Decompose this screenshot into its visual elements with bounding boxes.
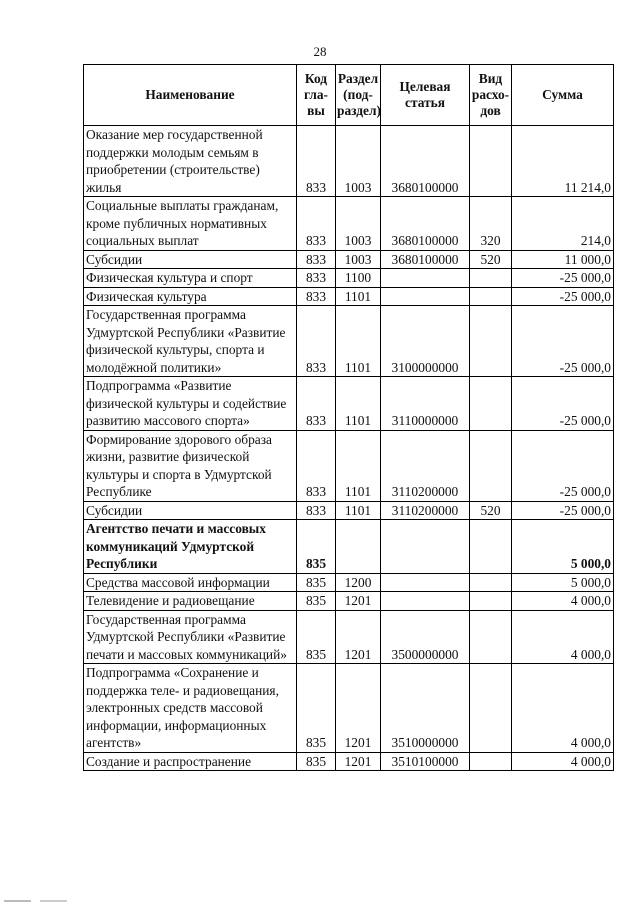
row-type-cell [470, 664, 512, 753]
row-section-cell: 1003 [336, 197, 381, 251]
row-sum-cell: 4 000,0 [512, 752, 614, 771]
row-article-cell: 3680100000 [381, 126, 470, 197]
row-sum-cell: -25 000,0 [512, 430, 614, 501]
row-sum-cell: -25 000,0 [512, 377, 614, 431]
row-section-cell: 1201 [336, 752, 381, 771]
table-row [84, 573, 614, 592]
budget-table [83, 64, 614, 771]
row-section-cell: 1101 [336, 377, 381, 431]
row-section-cell: 1200 [336, 573, 381, 592]
row-code-cell: 833 [297, 287, 336, 306]
row-sum-cell: 11 000,0 [512, 250, 614, 269]
row-sum-cell: 4 000,0 [512, 664, 614, 753]
row-sum-cell: 5 000,0 [512, 573, 614, 592]
row-article-cell [381, 287, 470, 306]
row-sum-cell: -25 000,0 [512, 306, 614, 377]
row-type-cell [470, 752, 512, 771]
row-article-cell: 3510100000 [381, 752, 470, 771]
row-section-cell: 1201 [336, 592, 381, 611]
row-section-cell: 1201 [336, 664, 381, 753]
row-article-cell [381, 269, 470, 288]
row-article-cell [381, 592, 470, 611]
row-article-cell: 3500000000 [381, 610, 470, 664]
row-code-cell: 835 [297, 752, 336, 771]
row-name-cell: Формирование здорового образа жизни, развитие физической культуры и спорта в Удмуртской Республике [84, 430, 297, 501]
row-section-cell: 1003 [336, 250, 381, 269]
table-row [84, 269, 614, 288]
table-row [84, 250, 614, 269]
row-sum-cell: 4 000,0 [512, 610, 614, 664]
row-type-cell [470, 592, 512, 611]
row-type-cell: 320 [470, 197, 512, 251]
row-code-cell: 835 [297, 592, 336, 611]
header-article: Целевая статья [381, 65, 470, 126]
row-code-cell: 833 [297, 430, 336, 501]
row-sum-cell: 11 214,0 [512, 126, 614, 197]
row-sum-cell: -25 000,0 [512, 287, 614, 306]
row-section-cell: 1100 [336, 269, 381, 288]
row-article-cell [381, 573, 470, 592]
row-sum-cell: -25 000,0 [512, 269, 614, 288]
row-name-cell: Субсидии [84, 250, 297, 269]
row-type-cell [470, 269, 512, 288]
row-article-cell: 3680100000 [381, 250, 470, 269]
row-type-cell [470, 377, 512, 431]
row-article-cell: 3680100000 [381, 197, 470, 251]
scan-artifact [4, 900, 94, 902]
row-type-cell [470, 430, 512, 501]
row-name-cell: Агентство печати и массовых коммуникаций Удмуртской Республики [84, 520, 297, 574]
row-name-cell: Физическая культура и спорт [84, 269, 297, 288]
row-section-cell: 1201 [336, 610, 381, 664]
row-article-cell [381, 520, 470, 574]
row-section-cell: 1101 [336, 287, 381, 306]
row-type-cell [470, 306, 512, 377]
row-code-cell: 835 [297, 664, 336, 753]
row-type-cell: 520 [470, 501, 512, 520]
header-code: Код гла- вы [297, 65, 336, 126]
row-section-cell: 1003 [336, 126, 381, 197]
row-article-cell: 3110200000 [381, 430, 470, 501]
row-name-cell: Создание и распространение [84, 752, 297, 771]
header-type: Вид расхо- дов [470, 65, 512, 126]
row-name-cell: Государственная программа Удмуртской Республики «Развитие печати и массовых коммуникаций» [84, 610, 297, 664]
row-sum-cell: 4 000,0 [512, 592, 614, 611]
row-code-cell: 833 [297, 250, 336, 269]
row-code-cell: 833 [297, 306, 336, 377]
row-code-cell: 835 [297, 573, 336, 592]
table-row [84, 197, 614, 251]
table-body [84, 126, 614, 771]
table-row [84, 306, 614, 377]
row-type-cell [470, 287, 512, 306]
row-type-cell [470, 520, 512, 574]
row-name-cell: Физическая культура [84, 287, 297, 306]
row-code-cell: 835 [297, 520, 336, 574]
table-row [84, 520, 614, 574]
row-name-cell: Оказание мер государственной поддержки молодым семьям в приобретении (строительстве) жилья [84, 126, 297, 197]
table-row [84, 752, 614, 771]
row-article-cell: 3510000000 [381, 664, 470, 753]
row-type-cell [470, 573, 512, 592]
row-name-cell: Подпрограмма «Сохранение и поддержка теле- и радиовещания, электронных средств массовой информации, информационных агентств» [84, 664, 297, 753]
row-type-cell: 520 [470, 250, 512, 269]
row-code-cell: 833 [297, 501, 336, 520]
row-type-cell [470, 610, 512, 664]
row-code-cell: 833 [297, 269, 336, 288]
row-section-cell [336, 520, 381, 574]
header-sum: Сумма [512, 65, 614, 126]
row-section-cell: 1101 [336, 306, 381, 377]
row-section-cell: 1101 [336, 501, 381, 520]
table-row [84, 287, 614, 306]
page-number: 28 [313, 44, 327, 59]
row-code-cell: 833 [297, 377, 336, 431]
row-name-cell: Подпрограмма «Развитие физической культуры и содействие развитию массового спорта» [84, 377, 297, 431]
row-code-cell: 835 [297, 610, 336, 664]
row-name-cell: Субсидии [84, 501, 297, 520]
row-sum-cell: 214,0 [512, 197, 614, 251]
row-article-cell: 3110200000 [381, 501, 470, 520]
row-article-cell: 3110000000 [381, 377, 470, 431]
header-section: Раздел (под- раздел) [336, 65, 381, 126]
row-code-cell: 833 [297, 126, 336, 197]
row-sum-cell: -25 000,0 [512, 501, 614, 520]
row-name-cell: Телевидение и радиовещание [84, 592, 297, 611]
table-row [84, 664, 614, 753]
header-name: Наименование [84, 65, 297, 126]
row-code-cell: 833 [297, 197, 336, 251]
table-row [84, 501, 614, 520]
table-row [84, 126, 614, 197]
table-row [84, 430, 614, 501]
row-name-cell: Социальные выплаты гражданам, кроме публичных нормативных социальных выплат [84, 197, 297, 251]
row-name-cell: Государственная программа Удмуртской Республики «Развитие физической культуры, спорта и молодёжной политики» [84, 306, 297, 377]
row-type-cell [470, 126, 512, 197]
table-row [84, 377, 614, 431]
row-section-cell: 1101 [336, 430, 381, 501]
table-header-row [84, 65, 614, 126]
table-row [84, 610, 614, 664]
row-article-cell: 3100000000 [381, 306, 470, 377]
table-row [84, 592, 614, 611]
row-sum-cell: 5 000,0 [512, 520, 614, 574]
row-name-cell: Средства массовой информации [84, 573, 297, 592]
